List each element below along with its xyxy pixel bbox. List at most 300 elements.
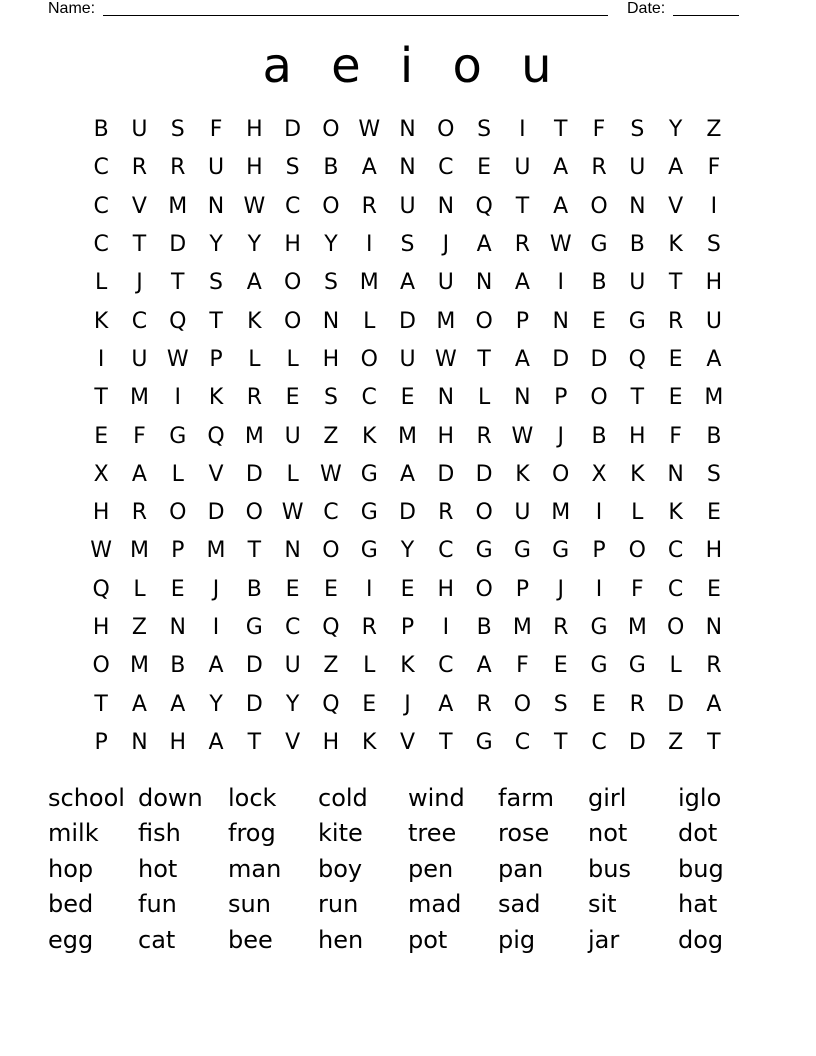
grid-letter: I	[595, 576, 603, 602]
grid-letter: C	[438, 653, 454, 679]
grid-letter: W	[166, 346, 189, 372]
grid-letter: O	[475, 500, 493, 526]
word-item: wind	[408, 783, 465, 812]
grid-letter: F	[209, 117, 223, 143]
word-item: school	[48, 783, 125, 812]
grid-letter: O	[92, 653, 110, 679]
grid-letter: G	[590, 615, 608, 640]
grid-letter: O	[169, 500, 187, 526]
date-blank-line	[673, 15, 739, 16]
grid-letter: I	[442, 615, 450, 640]
grid-letter: P	[515, 576, 530, 602]
grid-letter: M	[398, 423, 418, 449]
grid-letter: O	[283, 308, 302, 334]
grid-letter: V	[131, 193, 147, 219]
grid-letter: A	[553, 155, 569, 181]
grid-letter: J	[136, 270, 143, 296]
grid-letter: D	[399, 500, 416, 526]
grid-letter: E	[592, 308, 606, 334]
grid-letter: Y	[324, 232, 338, 258]
grid-letter: D	[207, 500, 225, 526]
grid-letter: A	[438, 691, 454, 717]
grid-row	[82, 456, 733, 494]
grid-row	[82, 724, 733, 762]
grid-row	[82, 379, 733, 417]
grid-letter: I	[174, 385, 181, 411]
word-item: down	[138, 783, 203, 812]
grid-letter: W	[358, 117, 381, 143]
grid-letter: E	[553, 653, 568, 679]
header	[0, 0, 816, 20]
grid-letter: C	[93, 232, 109, 258]
grid-letter: H	[92, 615, 110, 640]
word-item: pen	[408, 854, 454, 883]
word-item: hot	[138, 854, 178, 883]
grid-row	[82, 494, 733, 532]
grid-letter: S	[477, 117, 492, 143]
grid-letter: L	[286, 346, 299, 372]
grid-letter: N	[667, 461, 684, 487]
word-item: man	[228, 854, 282, 883]
grid-letter: K	[93, 308, 109, 334]
grid-row	[82, 111, 733, 149]
grid-letter: S	[170, 117, 185, 143]
grid-letter: D	[245, 653, 263, 679]
grid-letter: Y	[400, 538, 415, 564]
grid-letter: A	[706, 346, 722, 372]
grid-letter: G	[245, 615, 263, 640]
word-item: iglo	[678, 783, 722, 812]
grid-letter: U	[705, 308, 722, 334]
grid-letter: G	[590, 653, 608, 679]
grid-letter: A	[399, 461, 416, 487]
grid-letter: U	[284, 423, 301, 449]
grid-letter: G	[360, 538, 378, 564]
grid-letter: A	[476, 653, 492, 679]
word-item: sit	[588, 890, 617, 919]
word-item: bug	[678, 854, 724, 883]
word-item: tree	[408, 819, 457, 848]
word-item: pan	[498, 854, 544, 883]
grid-letter: Q	[628, 346, 646, 372]
word-item: rose	[498, 819, 550, 848]
grid-letter: E	[400, 385, 415, 411]
grid-letter: L	[363, 653, 376, 679]
grid-letter: B	[93, 117, 109, 143]
grid-letter: C	[667, 538, 684, 564]
word-item: hen	[318, 925, 364, 954]
grid-row	[82, 226, 733, 264]
grid-row	[82, 188, 733, 226]
grid-letter: K	[362, 423, 377, 449]
grid-letter: A	[706, 691, 722, 717]
grid-letter: H	[246, 117, 263, 143]
grid-letter: U	[514, 500, 531, 526]
grid-letter: N	[552, 308, 569, 334]
grid-letter: H	[437, 423, 455, 449]
grid-letter: R	[131, 155, 148, 181]
grid-letter: M	[551, 500, 571, 526]
grid-letter: T	[247, 729, 262, 755]
grid-letter: F	[630, 576, 644, 602]
grid-letter: O	[360, 346, 378, 372]
grid-letter: A	[399, 270, 416, 296]
grid-letter: G	[628, 653, 646, 679]
word-item: frog	[228, 819, 276, 848]
grid-letter: D	[245, 461, 263, 487]
grid-letter: D	[628, 729, 646, 755]
grid-letter: L	[363, 308, 376, 334]
word-item: farm	[498, 783, 554, 812]
grid-letter: S	[323, 385, 338, 411]
grid-letter: N	[399, 117, 416, 143]
grid-letter: E	[668, 346, 683, 372]
grid-letter: C	[323, 500, 339, 526]
grid-letter: D	[169, 232, 187, 258]
grid-letter: O	[322, 117, 340, 143]
grid-letter: H	[169, 729, 187, 755]
grid-letter: O	[552, 461, 570, 487]
word-item: cold	[318, 783, 368, 812]
grid-letter: Q	[322, 691, 340, 717]
grid-letter: K	[208, 385, 224, 411]
grid-letter: N	[399, 155, 416, 181]
grid-letter: T	[94, 691, 108, 717]
grid-letter: O	[245, 500, 263, 526]
grid-letter: P	[209, 346, 223, 372]
grid-letter: N	[322, 308, 340, 334]
grid-letter: R	[361, 615, 377, 640]
grid-letter: Y	[247, 232, 262, 258]
grid-letter: V	[399, 729, 416, 755]
grid-letter: A	[208, 729, 224, 755]
grid-letter: Z	[668, 729, 684, 755]
grid-letter: E	[400, 576, 415, 602]
grid-letter: M	[129, 653, 149, 679]
grid-letter: T	[171, 270, 185, 296]
grid-letter: R	[170, 155, 186, 181]
grid-letter: G	[360, 461, 378, 487]
grid-letter: K	[247, 308, 262, 334]
grid-letter: E	[592, 691, 606, 717]
grid-letter: E	[706, 576, 721, 602]
word-item: boy	[318, 854, 363, 883]
grid-letter: D	[437, 461, 455, 487]
word-item: hop	[48, 854, 94, 883]
grid-letter: B	[476, 615, 492, 640]
grid-letter: C	[514, 729, 531, 755]
grid-letter: F	[707, 155, 721, 181]
grid-letter: K	[630, 461, 645, 487]
grid-letter: H	[322, 729, 340, 755]
grid-letter: R	[629, 691, 645, 717]
grid-row	[82, 417, 733, 455]
grid-row	[82, 341, 733, 379]
grid-letter: K	[515, 461, 530, 487]
grid-letter: L	[95, 270, 108, 296]
grid-letter: D	[284, 117, 302, 143]
grid-letter: O	[283, 270, 302, 296]
grid-letter: T	[94, 385, 108, 411]
grid-letter: E	[94, 423, 109, 449]
grid-letter: R	[361, 193, 377, 219]
grid-letter: N	[169, 615, 186, 640]
grid-letter: T	[630, 385, 645, 411]
grid-row	[82, 647, 733, 685]
grid-letter: P	[400, 615, 415, 640]
grid-letter: W	[434, 346, 457, 372]
grid-letter: U	[514, 155, 531, 181]
word-item: kite	[318, 819, 363, 848]
grid-letter: Y	[668, 117, 683, 143]
grid-letter: L	[631, 500, 644, 526]
grid-letter: A	[246, 270, 262, 296]
grid-letter: A	[131, 461, 147, 487]
grid-letter: R	[438, 500, 454, 526]
grid-letter: U	[284, 653, 301, 679]
grid-letter: P	[592, 538, 606, 564]
word-item: jar	[588, 925, 620, 954]
grid-letter: I	[365, 232, 373, 258]
grid-letter: S	[323, 270, 338, 296]
grid-letter: P	[554, 385, 568, 411]
grid-letter: A	[170, 691, 186, 717]
grid-letter: R	[706, 653, 722, 679]
grid-letter: T	[515, 193, 530, 219]
grid-letter: R	[476, 423, 492, 449]
grid-letter: J	[404, 691, 411, 717]
name-label: Name:	[48, 0, 96, 17]
grid-letter: Z	[706, 117, 722, 143]
grid-letter: H	[246, 155, 263, 181]
grid-letter: Z	[131, 615, 147, 640]
grid-letter: H	[629, 423, 646, 449]
grid-letter: N	[514, 385, 531, 411]
grid-letter: G	[169, 423, 187, 449]
word-item: dog	[678, 925, 724, 954]
grid-letter: Q	[92, 576, 110, 602]
grid-letter: K	[362, 729, 377, 755]
grid-letter: R	[591, 155, 607, 181]
word-item: mad	[408, 890, 462, 919]
grid-letter: O	[590, 385, 608, 411]
word-item: bus	[588, 854, 631, 883]
grid-letter: T	[209, 308, 223, 334]
grid-letter: G	[590, 232, 608, 258]
word-item: sad	[498, 890, 541, 919]
grid-letter: M	[129, 538, 149, 564]
grid-letter: Q	[322, 615, 340, 640]
grid-letter: U	[629, 155, 646, 181]
grid-letter: G	[513, 538, 531, 564]
grid-letter: C	[131, 308, 148, 334]
grid-letter: N	[207, 193, 225, 219]
name-blank-line	[103, 15, 608, 16]
grid-letter: S	[630, 117, 645, 143]
grid-letter: G	[552, 538, 570, 564]
grid-letter: B	[591, 270, 607, 296]
grid-letter: F	[669, 423, 682, 449]
grid-letter: N	[475, 270, 493, 296]
grid-letter: T	[707, 729, 721, 755]
grid-letter: C	[361, 385, 377, 411]
grid-letter: A	[361, 155, 377, 181]
grid-letter: I	[212, 615, 220, 640]
word-item: hat	[678, 890, 718, 919]
grid-letter: Q	[475, 193, 493, 219]
grid-letter: S	[553, 691, 568, 717]
grid-letter: U	[131, 117, 148, 143]
grid-letter: U	[437, 270, 454, 296]
grid-row	[82, 149, 733, 187]
grid-letter: I	[557, 270, 564, 296]
grid-letter: V	[668, 193, 684, 219]
word-row	[48, 887, 768, 923]
grid-letter: N	[705, 615, 723, 640]
grid-letter: I	[710, 193, 718, 219]
word-item: pot	[408, 925, 448, 954]
grid-letter: J	[557, 576, 564, 602]
grid-row	[82, 685, 733, 723]
grid-letter: H	[705, 270, 723, 296]
word-item: bee	[228, 925, 273, 954]
grid-letter: S	[400, 232, 415, 258]
grid-letter: S	[706, 461, 721, 487]
word-row	[48, 780, 768, 816]
grid-letter: U	[131, 346, 148, 372]
grid-letter: O	[437, 117, 455, 143]
grid-letter: S	[209, 270, 224, 296]
grid-letter: D	[667, 691, 685, 717]
grid-letter: O	[475, 308, 493, 334]
grid-letter: C	[284, 615, 301, 640]
grid-letter: L	[477, 385, 491, 411]
grid-letter: C	[667, 576, 684, 602]
grid-letter: Z	[323, 653, 339, 679]
grid-letter: Q	[169, 308, 187, 334]
grid-letter: N	[284, 538, 301, 564]
grid-letter: E	[362, 691, 377, 717]
grid-letter: B	[706, 423, 722, 449]
grid-letter: C	[284, 193, 301, 219]
grid-letter: W	[281, 500, 304, 526]
grid-letter: M	[627, 615, 647, 640]
grid-letter: I	[97, 346, 105, 372]
grid-letter: T	[553, 117, 568, 143]
word-item: cat	[138, 925, 176, 954]
grid-letter: T	[439, 729, 453, 755]
grid-letter: E	[170, 576, 185, 602]
grid-letter: M	[206, 538, 226, 564]
page-title: a e i o u	[262, 38, 564, 94]
grid-letter: R	[514, 232, 531, 258]
grid-letter: R	[246, 385, 262, 411]
grid-letter: M	[168, 193, 188, 219]
grid-letter: A	[131, 691, 147, 717]
word-item: bed	[48, 890, 94, 919]
grid-letter: L	[248, 346, 261, 372]
grid-letter: T	[553, 729, 568, 755]
grid-letter: M	[512, 615, 532, 640]
grid-letter: G	[628, 308, 646, 334]
grid-letter: G	[360, 500, 378, 526]
grid-letter: T	[132, 232, 147, 258]
grid-letter: E	[668, 385, 683, 411]
grid-letter: F	[133, 423, 146, 449]
grid-letter: E	[323, 576, 338, 602]
grid-letter: E	[706, 500, 721, 526]
grid-letter: S	[706, 232, 721, 258]
word-item: fun	[138, 890, 177, 919]
grid-letter: P	[171, 538, 185, 564]
grid-letter: M	[244, 423, 264, 449]
grid-letter: X	[591, 461, 607, 487]
grid-letter: V	[285, 729, 301, 755]
grid-letter: U	[399, 346, 416, 372]
grid-letter: F	[516, 653, 529, 679]
grid-letter: O	[513, 691, 532, 717]
grid-letter: M	[436, 308, 456, 334]
grid-letter: A	[514, 270, 530, 296]
grid-letter: V	[208, 461, 224, 487]
grid-letter: Y	[285, 691, 300, 717]
grid-letter: H	[437, 576, 455, 602]
word-item: milk	[48, 819, 99, 848]
grid-letter: W	[511, 423, 534, 449]
grid-letter: C	[591, 729, 607, 755]
grid-row	[82, 571, 733, 609]
grid-letter: P	[94, 729, 108, 755]
grid-letter: C	[438, 538, 454, 564]
word-row	[48, 922, 768, 958]
grid-row	[82, 609, 733, 647]
grid-letter: B	[629, 232, 645, 258]
grid-letter: L	[133, 576, 146, 602]
grid-letter: U	[207, 155, 225, 181]
grid-letter: B	[246, 576, 262, 602]
grid-letter: I	[365, 576, 373, 602]
grid-letter: B	[323, 155, 339, 181]
grid-letter: F	[592, 117, 606, 143]
grid-letter: T	[668, 270, 683, 296]
grid-letter: Z	[323, 423, 339, 449]
grid-letter: K	[400, 653, 415, 679]
grid-letter: O	[590, 193, 608, 219]
grid-letter: J	[212, 576, 220, 602]
word-item: girl	[588, 783, 627, 812]
grid-letter: J	[557, 423, 564, 449]
word-item: lock	[228, 783, 277, 812]
grid-letter: L	[669, 653, 682, 679]
grid-letter: A	[476, 232, 492, 258]
grid-letter: D	[552, 346, 570, 372]
grid-letter: Y	[209, 691, 223, 717]
grid-letter: A	[208, 653, 224, 679]
grid-letter: I	[595, 500, 603, 526]
grid-letter: N	[131, 729, 148, 755]
grid-letter: E	[285, 576, 300, 602]
grid-letter: J	[442, 232, 450, 258]
grid-letter: O	[322, 193, 340, 219]
grid-letter: B	[591, 423, 607, 449]
grid-letter: R	[553, 615, 569, 640]
grid-letter: D	[399, 308, 416, 334]
grid-row	[82, 532, 733, 570]
grid-letter: U	[399, 193, 416, 219]
grid-letter: O	[475, 576, 493, 602]
word-item: run	[318, 890, 359, 919]
grid-letter: H	[322, 346, 340, 372]
